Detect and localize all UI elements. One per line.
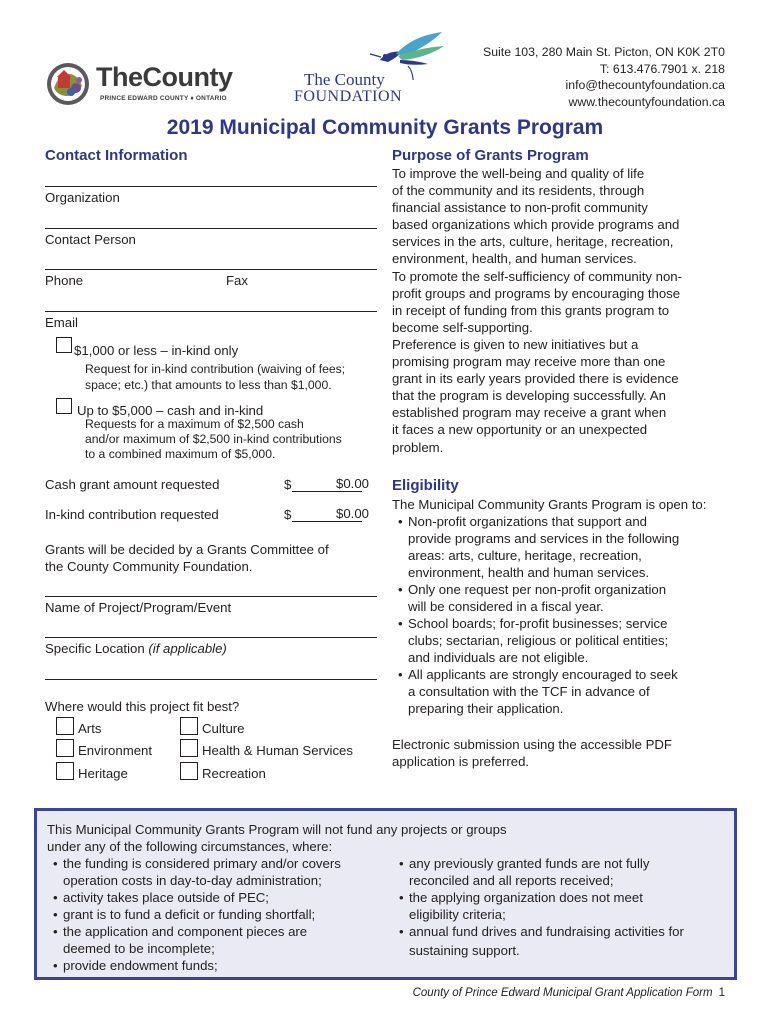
eligibility-line: • Non-profit organizations that support and: [408, 514, 647, 529]
not-funded-line: deemed to be incomplete;: [63, 941, 215, 956]
recreation-label: Recreation: [202, 766, 266, 781]
contact-person-field[interactable]: [45, 228, 377, 229]
not-funded-intro-2: under any of the following circumstances, where:: [47, 839, 333, 854]
page-footer: [413, 987, 725, 999]
option-5000-desc-3: to a combined maximum of $5,000.: [85, 447, 276, 461]
eligibility-line: clubs; sectarian, religious or political entities;: [408, 633, 669, 648]
not-funded-item: [53, 906, 341, 923]
the-county-logo: [44, 58, 244, 108]
foundation-logo-line1: The County: [304, 70, 385, 89]
eligibility-line: areas: arts, culture, heritage, recreation,: [408, 548, 642, 563]
purpose-line: financial assistance to non-profit community: [392, 200, 648, 216]
eligibility-line: • All applicants are strongly encouraged to seek: [408, 667, 678, 682]
inkind-amount-input[interactable]: $0.00: [336, 506, 370, 521]
not-funded-item: [53, 889, 341, 906]
not-funded-line: • activity takes place outside of PEC;: [63, 890, 269, 905]
purpose-line: problem.: [392, 439, 444, 455]
foundation-logo-line2: FOUNDATION: [294, 88, 403, 105]
not-funded-intro: [47, 821, 507, 855]
county-foundation-logo: [292, 30, 452, 108]
location-label-text: Specific Location: [45, 641, 149, 656]
not-funded-line: sustaining support.: [409, 943, 520, 958]
contact-block: [483, 44, 725, 110]
option-1000-label: $1,000 or less – in-kind only: [74, 343, 239, 358]
not-funded-line: • the applying organization does not meet: [409, 890, 643, 905]
purpose-line: environment, health, and human services.: [392, 251, 637, 267]
eligibility-line: • Only one request per non-profit organization: [408, 582, 667, 597]
eligibility-line: and individuals are not eligible.: [408, 650, 589, 665]
project-name-label: Name of Project/Program/Event: [45, 600, 232, 615]
arts-checkbox[interactable]: [56, 717, 74, 735]
eligibility-item: [398, 581, 706, 615]
footer-text: County of Prince Edward Municipal Grant Application Form: [412, 987, 713, 999]
purpose-line: that the program is developing successfully. An: [392, 388, 666, 404]
environment-checkbox[interactable]: [56, 739, 74, 757]
not-funded-line: • the application and component pieces are: [63, 924, 308, 939]
cash-amount-input[interactable]: $0.00: [336, 476, 370, 491]
website-link[interactable]: www.thecountyfoundation.ca: [568, 94, 725, 109]
not-funded-item: [53, 855, 341, 889]
county-logo-tagline: PRINCE EDWARD COUNTY ♦ ONTARIO: [100, 95, 227, 102]
health-checkbox[interactable]: [180, 739, 198, 757]
inkind-dollar-sign: $: [284, 507, 292, 522]
committee-note-1: Grants will be decided by a Grants Committee of: [45, 542, 329, 557]
location-hint: (if applicable): [148, 641, 227, 656]
option-1000-checkbox[interactable]: [56, 337, 72, 353]
location-label: [45, 640, 227, 657]
option-1000-desc-2: space; etc.) that amounts to less than $1,000.: [85, 378, 332, 392]
contact-person-label: Contact Person: [45, 232, 136, 247]
eligibility-line: preparing their application.: [408, 701, 564, 716]
not-funded-box: [34, 808, 737, 980]
eligibility-item: [398, 666, 706, 717]
health-label: Health & Human Services: [202, 743, 353, 758]
organization-field[interactable]: [45, 186, 377, 187]
phone-label: Phone: [45, 273, 84, 288]
option-5000-desc-2: and/or maximum of $2,500 in-kind contributions: [85, 432, 342, 446]
fit-question: Where would this project fit best?: [45, 699, 240, 714]
not-funded-item: [399, 889, 684, 923]
purpose-heading: Purpose of Grants Program: [392, 147, 589, 164]
not-funded-line: • the funding is considered primary and/or covers: [63, 856, 341, 871]
purpose-line: become self-supporting.: [392, 319, 533, 335]
eligibility-heading: Eligibility: [392, 477, 459, 494]
eligibility-intro: The Municipal Community Grants Program is open to:: [392, 497, 707, 512]
purpose-line: of the community and its residents, through: [392, 183, 645, 199]
electronic-note-2: application is preferred.: [392, 754, 530, 769]
cash-dollar-sign: $: [284, 477, 292, 492]
purpose-line: grant in its early years provided there is evidence: [392, 371, 679, 387]
purpose-line: in receipt of funding from this grants program to: [392, 302, 670, 318]
email-link[interactable]: info@thecountyfoundation.ca: [565, 78, 725, 92]
eligibility-line: • School boards; for-profit businesses; service: [408, 616, 668, 631]
culture-checkbox[interactable]: [180, 717, 198, 735]
not-funded-item: [53, 957, 341, 974]
purpose-line: To promote the self-sufficiency of community non-: [392, 268, 683, 284]
purpose-text: [392, 165, 682, 456]
not-funded-line: eligibility criteria;: [409, 907, 506, 922]
purpose-line: Preference is given to new initiatives but a: [392, 336, 639, 352]
eligibility-line: provide programs and services in the following: [408, 531, 680, 546]
eligibility-line: environment, health and human services.: [408, 565, 650, 580]
option-1000-desc-1: Request for in-kind contribution (waiving of fees;: [85, 362, 346, 376]
eligibility-line: a consultation with the TCF in advance of: [408, 684, 650, 699]
option-5000-checkbox[interactable]: [56, 398, 72, 414]
email-label: Email: [45, 315, 78, 330]
purpose-line: profit groups and programs by encouraging those: [392, 285, 681, 301]
organization-label: Organization: [45, 190, 120, 205]
not-funded-line: operation costs in day-to-day administration;: [63, 873, 322, 888]
eligibility-line: will be considered in a fiscal year.: [408, 599, 604, 614]
heritage-checkbox[interactable]: [56, 762, 74, 780]
eligibility-text: [392, 496, 706, 717]
page-number: 1: [718, 987, 725, 999]
fax-label: Fax: [226, 273, 248, 288]
inkind-label: In-kind contribution requested: [45, 507, 219, 522]
not-funded-line: • annual fund drives and fundraising activities for: [409, 924, 684, 939]
phone-number: T: 613.476.7901 x. 218: [599, 61, 725, 76]
eligibility-item: [398, 513, 706, 581]
purpose-line: established program may receive a grant when: [392, 405, 667, 421]
eligibility-item: [398, 615, 706, 666]
not-funded-item: [53, 923, 341, 957]
cash-grant-label: Cash grant amount requested: [45, 477, 220, 492]
not-funded-right-list: [399, 855, 684, 959]
heritage-label: Heritage: [78, 766, 128, 781]
not-funded-line: reconciled and all reports received;: [409, 873, 614, 888]
purpose-line: based organizations which provide programs and: [392, 217, 680, 233]
culture-label: Culture: [202, 721, 245, 736]
recreation-checkbox[interactable]: [180, 762, 198, 780]
page-title: 2019 Municipal Community Grants Program: [166, 116, 604, 139]
purpose-line: services in the arts, culture, heritage, recreation,: [392, 234, 674, 250]
email-field[interactable]: [45, 311, 377, 312]
county-logo-word: TheCounty: [96, 62, 233, 92]
option-5000-label: Up to $5,000 – cash and in-kind: [77, 403, 264, 418]
not-funded-line: • any previously granted funds are not fully: [409, 856, 650, 871]
phone-fax-field[interactable]: [45, 269, 377, 270]
address: Suite 103, 280 Main St. Picton, ON K0K 2T0: [483, 45, 725, 59]
committee-note-2: the County Community Foundation.: [45, 559, 253, 574]
not-funded-item: [399, 923, 684, 959]
contact-heading: Contact Information: [45, 147, 188, 164]
not-funded-line: • grant is to fund a deficit or funding shortfall;: [63, 907, 316, 922]
location-field[interactable]: [45, 637, 377, 638]
purpose-line: it faces a new opportunity or an unexpected: [392, 422, 648, 438]
electronic-note-1: Electronic submission using the accessible PDF: [392, 737, 672, 752]
not-funded-item: [399, 855, 684, 889]
not-funded-line: • provide endowment funds;: [63, 958, 218, 973]
arts-label: Arts: [78, 721, 102, 736]
project-name-field[interactable]: [45, 596, 377, 597]
environment-label: Environment: [78, 743, 153, 758]
purpose-line: To improve the well-being and quality of life: [392, 166, 645, 181]
county-emblem-icon: [44, 58, 92, 108]
location-line-2[interactable]: [45, 679, 377, 680]
not-funded-intro-1: This Municipal Community Grants Program will not fund any projects or groups: [47, 822, 507, 837]
not-funded-left-list: [53, 855, 341, 974]
option-5000-desc-1: Requests for a maximum of $2,500 cash: [85, 417, 304, 431]
purpose-line: promising program may receive more than one: [392, 354, 666, 370]
